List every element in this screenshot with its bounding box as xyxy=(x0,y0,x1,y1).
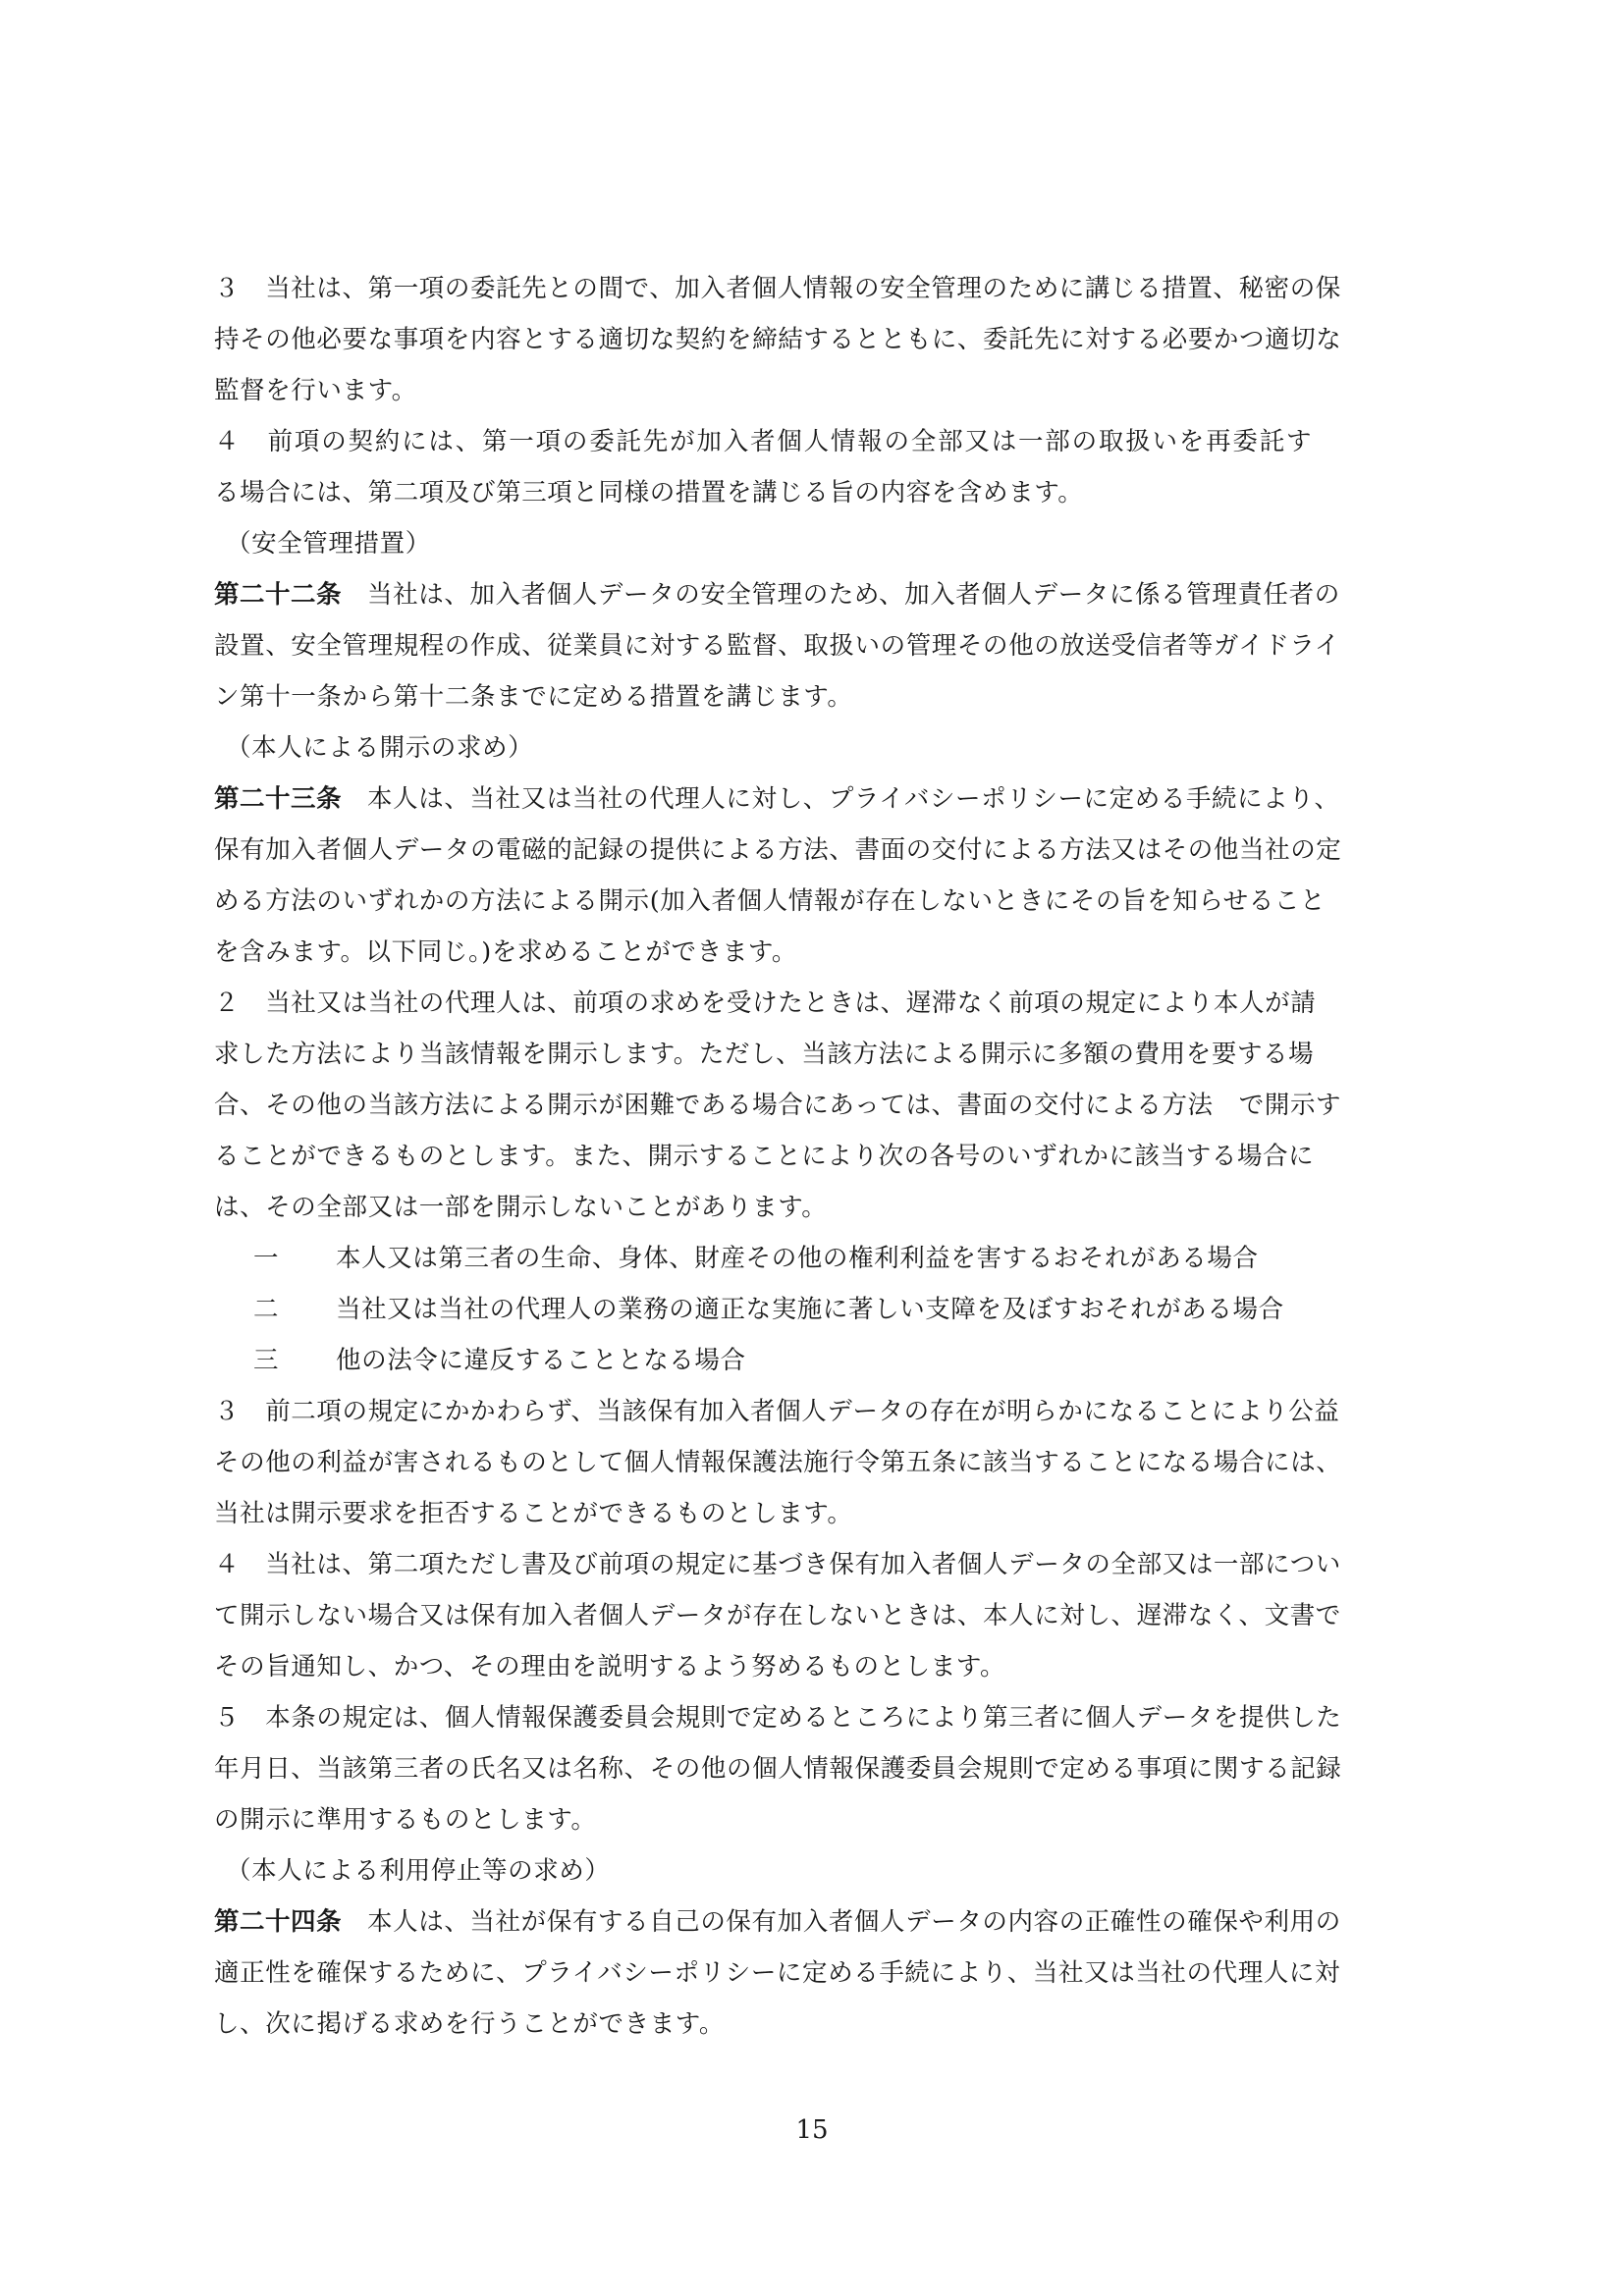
list-item-number: 二 xyxy=(253,1295,280,1324)
paragraph-line: 設置、安全管理規程の作成、従業員に対する監督、取扱いの管理その他の放送受信者等ガイドライ xyxy=(214,631,1340,661)
paragraph-line: 当社は開示要求を拒否することができるものとします。 xyxy=(214,1499,853,1528)
paragraph-line: 求した方法により当該情報を開示します。ただし、当該方法による開示に多額の費用を要する場 xyxy=(214,1040,1315,1069)
paragraph-line: ５ 本条の規定は、個人情報保護委員会規則で定めるところにより第三者に個人データを提供した xyxy=(214,1703,1342,1733)
article-first-line xyxy=(214,569,1481,620)
paragraph-line: 保有加入者個人データの電磁的記録の提供による方法、書面の交付による方法又はその他当社の定 xyxy=(214,835,1342,865)
paragraph-line: その旨通知し、かつ、その理由を説明するよう努めるものとします。 xyxy=(214,1652,1006,1682)
paragraph-line: る場合には、第二項及び第三項と同様の措置を講じる旨の内容を含めます。 xyxy=(214,478,1084,507)
paragraph-line: ３ 前二項の規定にかかわらず、当該保有加入者個人データの存在が明らかになることにより公益 xyxy=(214,1397,1340,1426)
paragraph-line: 適正性を確保するために、プライバシーポリシーに定める手続により、当社又は当社の代理人に対 xyxy=(214,1958,1341,1988)
article-number: 第二十三条 xyxy=(214,784,343,814)
article-text: 本人は、当社が保有する自己の保有加入者個人データの内容の正確性の確保や利用の xyxy=(367,1907,1341,1937)
list-item xyxy=(214,1284,1481,1335)
article-text: 当社は、加入者個人データの安全管理のため、加入者個人データに係る管理責任者の xyxy=(367,580,1340,610)
list-item-text: 他の法令に違反することとなる場合 xyxy=(336,1346,746,1375)
article-first-line xyxy=(214,1896,1481,1948)
paragraph-line: ることができるものとします。また、開示することにより次の各号のいずれかに該当する場合に xyxy=(214,1142,1315,1171)
paragraph-line: ２ 当社又は当社の代理人は、前項の求めを受けたときは、遅滞なく前項の規定により本人が請 xyxy=(214,988,1317,1018)
paragraph-line: は、その全部又は一部を開示しないことがあります。 xyxy=(214,1193,828,1222)
paragraph-line: ３ 当社は、第一項の委託先との間で、加入者個人情報の安全管理のために講じる措置、秘密の保 xyxy=(214,274,1341,303)
page-body xyxy=(214,263,1481,2050)
list-item xyxy=(214,1335,1481,1386)
list-item-text: 当社又は当社の代理人の業務の適正な実施に著しい支障を及ぼすおそれがある場合 xyxy=(336,1295,1284,1324)
paragraph-line: し、次に掲げる求めを行うことができます。 xyxy=(214,2009,725,2039)
paragraph-line: 年月日、当該第三者の氏名又は名称、その他の個人情報保護委員会規則で定める事項に関する記録 xyxy=(214,1754,1342,1784)
list-item-number: 一 xyxy=(253,1244,280,1273)
page-number: 15 xyxy=(795,2115,829,2145)
article-number: 第二十四条 xyxy=(214,1907,343,1937)
article-text: 本人は、当社又は当社の代理人に対し、プライバシーポリシーに定める手続により、 xyxy=(367,784,1340,814)
paragraph-line: める方法のいずれかの方法による開示(加入者個人情報が存在しないときにその旨を知らせること xyxy=(214,886,1326,916)
paragraph-line: ４ 前項の契約には、第一項の委託先が加入者個人情報の全部又は一部の取扱いを再委託す xyxy=(214,427,1314,456)
paragraph-line: ４ 当社は、第二項ただし書及び前項の規定に基づき保有加入者個人データの全部又は一部につい xyxy=(214,1550,1341,1579)
paragraph-line: 持その他必要な事項を内容とする適切な契約を締結するとともに、委託先に対する必要かつ適切な xyxy=(214,325,1342,354)
paragraph-line: その他の利益が害されるものとして個人情報保護法施行令第五条に該当することになる場合には、 xyxy=(214,1448,1342,1477)
article-caption: （本人による利用停止等の求め） xyxy=(226,1856,611,1886)
paragraph-line: 合、その他の当該方法による開示が困難である場合にあっては、書面の交付による方法 で開示す xyxy=(214,1091,1342,1120)
article-first-line xyxy=(214,774,1481,825)
paragraph-line: 監督を行います。 xyxy=(214,376,417,405)
list-item-number: 三 xyxy=(253,1346,280,1375)
list-item-text: 本人又は第三者の生命、身体、財産その他の権利利益を害するおそれがある場合 xyxy=(336,1244,1259,1273)
paragraph-line: を含みます。以下同じ。)を求めることができます。 xyxy=(214,937,798,967)
article-caption: （本人による開示の求め） xyxy=(226,733,534,763)
article-number: 第二十二条 xyxy=(214,580,343,610)
list-item xyxy=(214,1233,1481,1284)
paragraph-line: ン第十一条から第十二条までに定める措置を講じます。 xyxy=(214,682,853,712)
paragraph-line: の開示に準用するものとします。 xyxy=(214,1805,597,1835)
paragraph-line: て開示しない場合又は保有加入者個人データが存在しないときは、本人に対し、遅滞なく、文書で xyxy=(214,1601,1341,1630)
article-caption: （安全管理措置） xyxy=(226,529,431,559)
